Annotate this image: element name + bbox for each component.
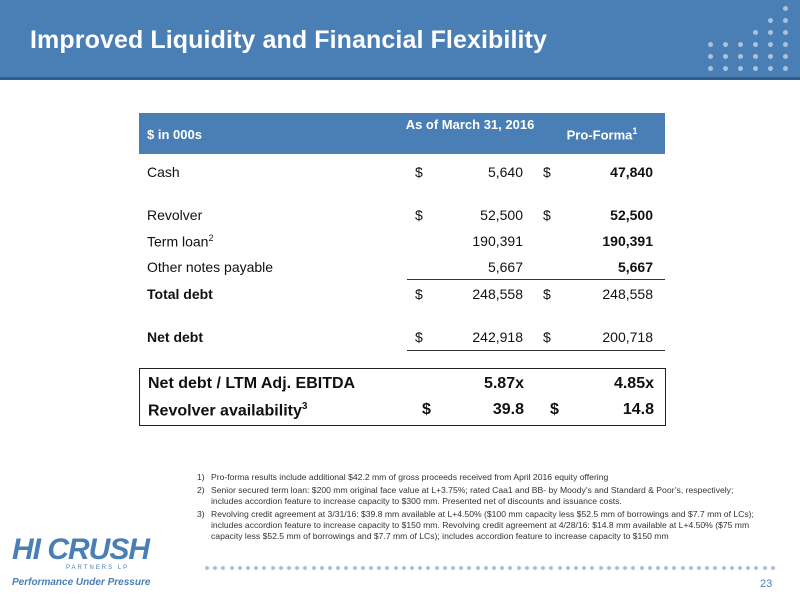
decorative-dot [574,566,578,570]
decorative-dot [768,66,773,71]
decorative-dot [768,30,773,35]
footnote-text: Pro-forma results include additional $42.2 mm of gross proceeds received from April 2016 equity offering [211,472,609,482]
decorative-dot [640,566,644,570]
decorative-dot [238,566,242,570]
decorative-dot [615,566,619,570]
decorative-dot [476,566,480,570]
decorative-dot [738,566,742,570]
decorative-dot [722,566,726,570]
row-label: Net debt / LTM Adj. EBITDA [148,375,356,392]
table-row [140,371,665,395]
decorative-dot [783,18,788,23]
decorative-dot [402,566,406,570]
pro-forma-value: 248,558 [602,286,653,302]
decorative-dot [768,18,773,23]
decorative-dot [753,66,758,71]
decorative-dot [525,566,529,570]
decorative-dot [582,566,586,570]
footnote [197,485,757,507]
decorative-dot [451,566,455,570]
decorative-dot [723,42,728,47]
as-of-value: 242,918 [472,329,523,345]
row-label: Other notes payable [147,259,274,275]
decorative-dot [705,566,709,570]
decorative-dot [783,6,788,11]
decorative-dot [369,566,373,570]
decorative-dot [664,566,668,570]
decorative-dot [708,42,713,47]
decorative-dot [599,566,603,570]
decorative-dot [500,566,504,570]
decorative-dot [783,66,788,71]
row-label: Total debt [147,286,213,302]
pro-forma-value: 14.8 [622,401,654,418]
decorative-dot [320,566,324,570]
row-label: Revolver [147,207,203,223]
row-label: Net debt [147,329,203,345]
table-header [139,113,665,154]
row-label: Cash [147,164,180,180]
table-row [139,326,665,348]
decorative-dot [484,566,488,570]
decorative-dot [623,566,627,570]
decorative-dot [689,566,693,570]
decorative-dot [607,566,611,570]
decorative-dot [672,566,676,570]
decorative-dot [467,566,471,570]
dollar-sign: $ [415,329,423,345]
logo-subtitle: PARTNERS LP [66,565,130,571]
table-row [140,397,665,421]
table-row [139,230,665,252]
footnote-number: 1) [197,472,205,482]
decorative-dot [753,42,758,47]
decorative-dot [783,30,788,35]
decorative-dot [753,54,758,59]
footnote [197,509,757,542]
row-label [147,233,213,250]
footnote-ref: 1 [632,126,638,136]
dollar-sign: $ [543,286,551,302]
decorative-dot [541,566,545,570]
decorative-dot [631,566,635,570]
decorative-dot [697,566,701,570]
net-debt-rule [407,350,665,351]
decorative-dot [459,566,463,570]
decorative-dot [590,566,594,570]
row-label-text: Revolver availability [148,402,302,420]
footnotes [197,472,757,544]
unit-label: $ in 000s [147,127,202,142]
decorative-dot [435,566,439,570]
pro-forma-value: 52,500 [610,207,653,223]
decorative-dot [287,566,291,570]
decorative-dot [648,566,652,570]
decorative-dot [295,566,299,570]
dollar-sign: $ [543,207,551,223]
decorative-dot [723,66,728,71]
decorative-dot [768,42,773,47]
row-label [148,401,307,420]
decorative-dot [708,54,713,59]
decorative-dot [271,566,275,570]
decorative-dot [410,566,414,570]
decorative-dot [558,566,562,570]
decorative-dot [353,566,357,570]
footnote-number: 2) [197,485,205,495]
decorative-dot [738,66,743,71]
pro-forma-label: Pro-Forma [566,127,633,143]
decorative-dot [418,566,422,570]
decorative-dot [221,566,225,570]
pro-forma-value: 200,718 [602,329,653,345]
as-of-value: 5,640 [487,164,523,180]
decorative-dot [763,566,767,570]
decorative-dot-line [205,566,785,570]
dollar-sign: $ [543,329,551,345]
decorative-dot [566,566,570,570]
decorative-dot [549,566,553,570]
decorative-dot-pattern [700,4,800,74]
decorative-dot [492,566,496,570]
pro-forma-value: 47,840 [610,164,653,180]
decorative-dot [783,42,788,47]
decorative-dot [681,566,685,570]
decorative-dot [279,566,283,570]
decorative-dot [730,566,734,570]
table-row [139,204,665,226]
page-title: Improved Liquidity and Financial Flexibility [30,26,547,54]
column-header-as-of: As of March 31, 2016 [405,117,535,132]
decorative-dot [508,566,512,570]
footnote-ref: 2 [208,233,214,243]
footnote [197,472,757,483]
decorative-dot [754,566,758,570]
decorative-dot [312,566,316,570]
dollar-sign: $ [543,164,551,180]
decorative-dot [708,66,713,71]
title-banner [0,0,800,80]
leverage-metrics-box [139,368,666,426]
table-row [139,161,665,183]
decorative-dot [205,566,209,570]
decorative-dot [213,566,217,570]
column-header-pro-forma [539,126,665,142]
pro-forma-value: 4.85x [613,375,654,392]
decorative-dot [394,566,398,570]
decorative-dot [738,42,743,47]
decorative-dot [361,566,365,570]
as-of-value: 190,391 [472,233,523,249]
decorative-dot [303,566,307,570]
decorative-dot [246,566,250,570]
decorative-dot [262,566,266,570]
table-row [139,256,665,278]
decorative-dot [533,566,537,570]
row-label-text: Term loan [147,233,209,250]
decorative-dot [344,566,348,570]
dollar-sign: $ [550,401,559,418]
as-of-value: 39.8 [492,401,524,418]
decorative-dot [230,566,234,570]
decorative-dot [746,566,750,570]
decorative-dot [656,566,660,570]
decorative-dot [443,566,447,570]
hi-crush-logo [8,525,178,595]
decorative-dot [426,566,430,570]
page-number: 23 [760,578,773,590]
decorative-dot [377,566,381,570]
logo-wordmark: HI CRUSH [12,533,150,566]
decorative-dot [517,566,521,570]
dollar-sign: $ [415,286,423,302]
footnote-number: 3) [197,509,205,519]
logo-tagline: Performance Under Pressure [12,577,151,588]
as-of-value: 52,500 [480,207,523,223]
decorative-dot [713,566,717,570]
decorative-dot [723,54,728,59]
decorative-dot [738,54,743,59]
table-row [139,283,665,305]
decorative-dot [328,566,332,570]
decorative-dot [771,566,775,570]
as-of-value: 5,667 [487,259,523,275]
decorative-dot [768,54,773,59]
as-of-value: 248,558 [472,286,523,302]
decorative-dot [783,54,788,59]
decorative-dot [385,566,389,570]
decorative-dot [254,566,258,570]
pro-forma-value: 5,667 [617,259,653,275]
decorative-dot [336,566,340,570]
decorative-dot [753,30,758,35]
dollar-sign: $ [415,207,423,223]
dollar-sign: $ [415,164,423,180]
footnote-text: Revolving credit agreement at 3/31/16: $39.8 mm available at L+4.50% ($100 mm capacity less $52.5 mm of borrowings and $7.7 mm of LCs); includes accordion feature to increase capacity to $150 mm. Revolving credit agreement at 4/28/16: $14.8 mm available at L+4.50% ($75 mm capacity less $52.5 mm of borrowings and $7.7 mm of LCs); includes accordion feature to increase capacity to $150 mm [211,509,754,541]
dollar-sign: $ [422,401,431,418]
footnote-text: Senior secured term loan: $200 mm original face value at L+3.75%; rated Caa1 and BB- by Moody’s and Standard & Poor’s, respectively; includes accordion feature to increase capacity to $300 mm. Presented net of discounts and issuance costs. [211,485,734,506]
pro-forma-value: 190,391 [602,233,653,249]
subtotal-rule [407,279,665,280]
as-of-value: 5.87x [483,375,524,392]
footnote-ref: 3 [301,401,308,412]
